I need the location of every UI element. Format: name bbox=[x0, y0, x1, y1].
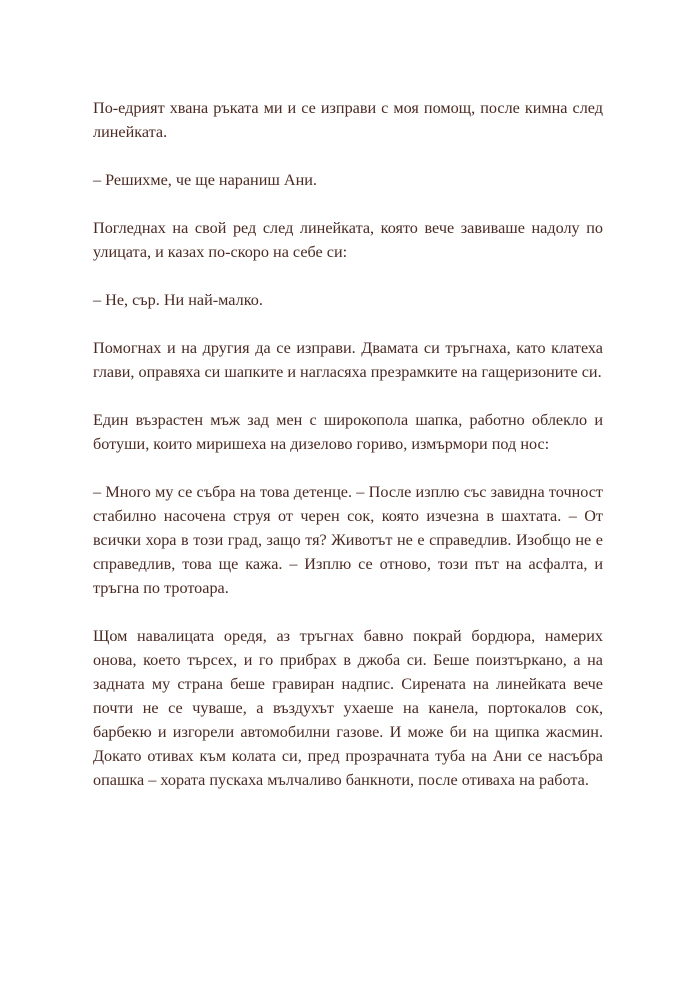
paragraph-7: – Много му се събра на това детенце. – После изплю със завидна точност стабилно насочена струя от черен сок, която изчезна в шахтата. – От всички хора в този град, защо тя? Животът не е справедлив. Изобщо не е справедлив, това ще кажа. – Изплю се отново, този път на асфалта, и тръгна по тротоара. bbox=[93, 483, 603, 597]
paragraph-8: Щом навалицата оредя, аз тръгнах бавно покрай бордюра, намерих онова, което търсех, и го прибрах в джоба си. Беше поизтъркано, а на задната му страна беше гравиран надпис. Сирената на линейката вече почти не се чуваше, а въздухът ухаеше на канела, портокалов сок, барбекю и изгорели автомобилни газове. И може би на щипка жасмин. Докато отивах към колата си, пред прозрачната туба на Ани се насъбра опашка – хората пускаха мълчаливо банкноти, после отиваха на работа. bbox=[93, 627, 603, 789]
paragraph-6: Един възрастен мъж зад мен с широкопола шапка, работно облекло и ботуши, които миришеха на дизелово гориво, измърмори под нос: bbox=[93, 411, 603, 453]
body-text bbox=[93, 96, 603, 816]
paragraph-2: – Решихме, че ще нараниш Ани. bbox=[93, 171, 317, 189]
paragraph-3: Погледнах на свой ред след линейката, която вече завиваше надолу по улицата, и казах по-скоро на себе си: bbox=[93, 219, 603, 261]
paragraph-4: – Не, сър. Ни най-малко. bbox=[93, 291, 263, 309]
paragraph-5: Помогнах и на другия да се изправи. Двамата си тръгнаха, като клатеха глави, оправяха си шапките и нагласяха презрамките на гащеризоните си. bbox=[93, 339, 603, 381]
paragraph-1: По-едрият хвана ръката ми и се изправи с моя помощ, после кимна след линейката. bbox=[93, 99, 603, 141]
